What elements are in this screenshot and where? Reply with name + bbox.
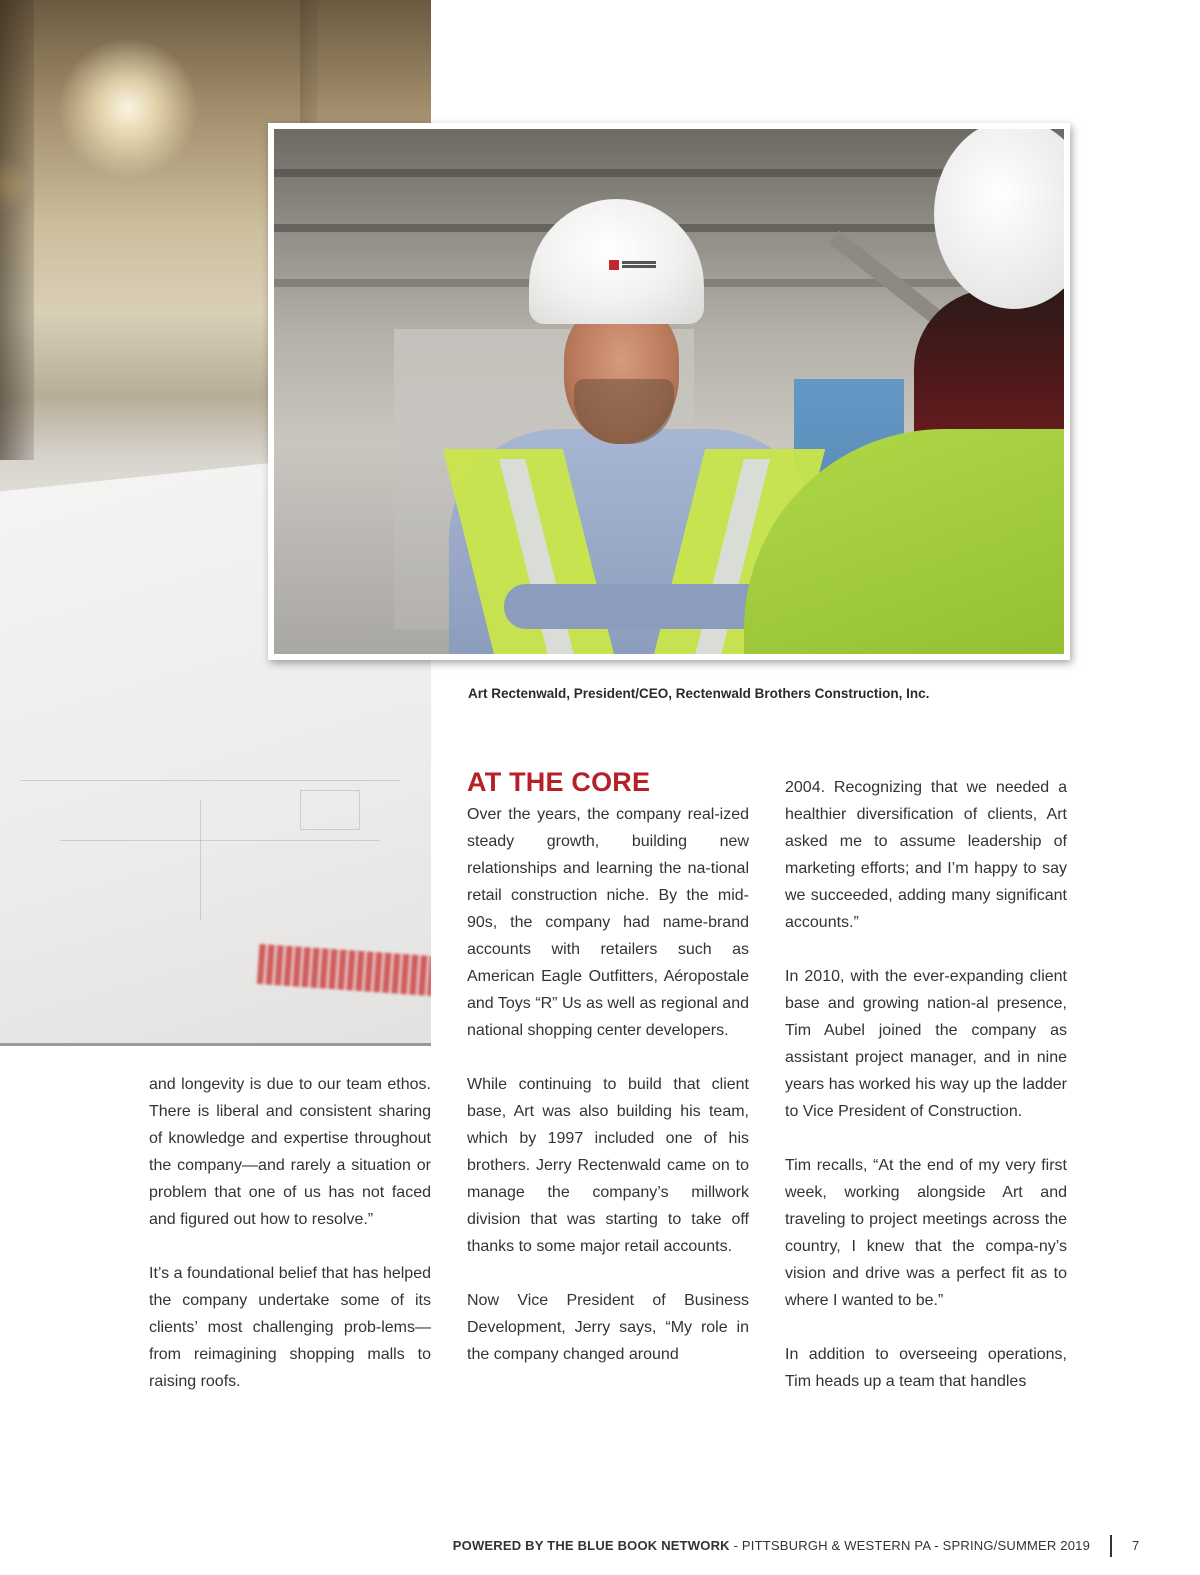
paragraph: While continuing to build that client base, Art was also building his team, which by 1997 included one of his brothers. Jerry Rectenwald came on to manage the company’s millwork division that was starting to take off thanks to some major retail accounts. [467, 1076, 749, 1255]
text-column-2 [467, 801, 749, 1368]
hard-hat-logo [609, 259, 659, 271]
logo-text-lines [622, 261, 656, 264]
paragraph: In addition to overseeing operations, Tim heads up a team that handles [785, 1346, 1067, 1390]
paragraph: Tim recalls, “At the end of my very first week, working alongside Art and traveling to project meetings across the country, I knew that the compa-ny’s vision and drive was a perfect fit as to where I wanted to be.” [785, 1157, 1067, 1309]
text-column-1 [149, 1071, 431, 1395]
text-column-3 [785, 774, 1067, 1395]
photo-frame [268, 123, 1070, 660]
page-number: 7 [1132, 1538, 1140, 1553]
logo-mark [609, 260, 619, 270]
blueprint-line [300, 790, 360, 830]
footer-edition: - PITTSBURGH & WESTERN PA - SPRING/SUMMER 2019 [729, 1538, 1090, 1553]
background-post [0, 0, 34, 460]
section-heading: AT THE CORE [467, 767, 651, 797]
paragraph: 2004. Recognizing that we needed a healthier diversification of clients, Art asked me to assume leadership of marketing efforts; and I’m happy to say we succeeded, adding many significant accounts.” [785, 779, 1067, 931]
paragraph: and longevity is due to our team ethos. There is liberal and consistent sharing of knowledge and expertise throughout the company—and rarely a situation or problem that one of us has not faced and figured out how to resolve.” [149, 1076, 431, 1228]
page-footer [0, 1535, 1200, 1557]
paragraph: It’s a foundational belief that has helped the company undertake some of its clients’ most challenging prob-lems—from reimagining shopping malls to raising roofs. [149, 1265, 431, 1390]
footer-text [453, 1538, 1090, 1553]
paragraph: In 2010, with the ever-expanding client base and growing nation-al presence, Tim Aubel joined the company as assistant project manager, and in nine years has worked his way up the ladder to Vice President of Construction. [785, 968, 1067, 1120]
blueprint-line [60, 840, 380, 841]
portrait-photo [274, 129, 1064, 654]
photo-caption: Art Rectenwald, President/CEO, Rectenwald Brothers Construction, Inc. [468, 686, 930, 701]
blueprint-line [20, 780, 400, 781]
paragraph: Now Vice President of Business Development, Jerry says, “My role in the company changed around [467, 1292, 749, 1363]
footer-divider [1110, 1535, 1112, 1557]
paragraph: Over the years, the company real-ized steady growth, building new relationships and learning the na-tional retail construction niche. By the mid-90s, the company had name-brand accounts with retailers such as American Eagle Outfitters, Aéropostale and Toys “R” Us as well as regional and national shopping center developers. [467, 806, 749, 1039]
footer-publication: POWERED BY THE BLUE BOOK NETWORK [452, 1538, 730, 1553]
blueprint-line [200, 800, 201, 920]
